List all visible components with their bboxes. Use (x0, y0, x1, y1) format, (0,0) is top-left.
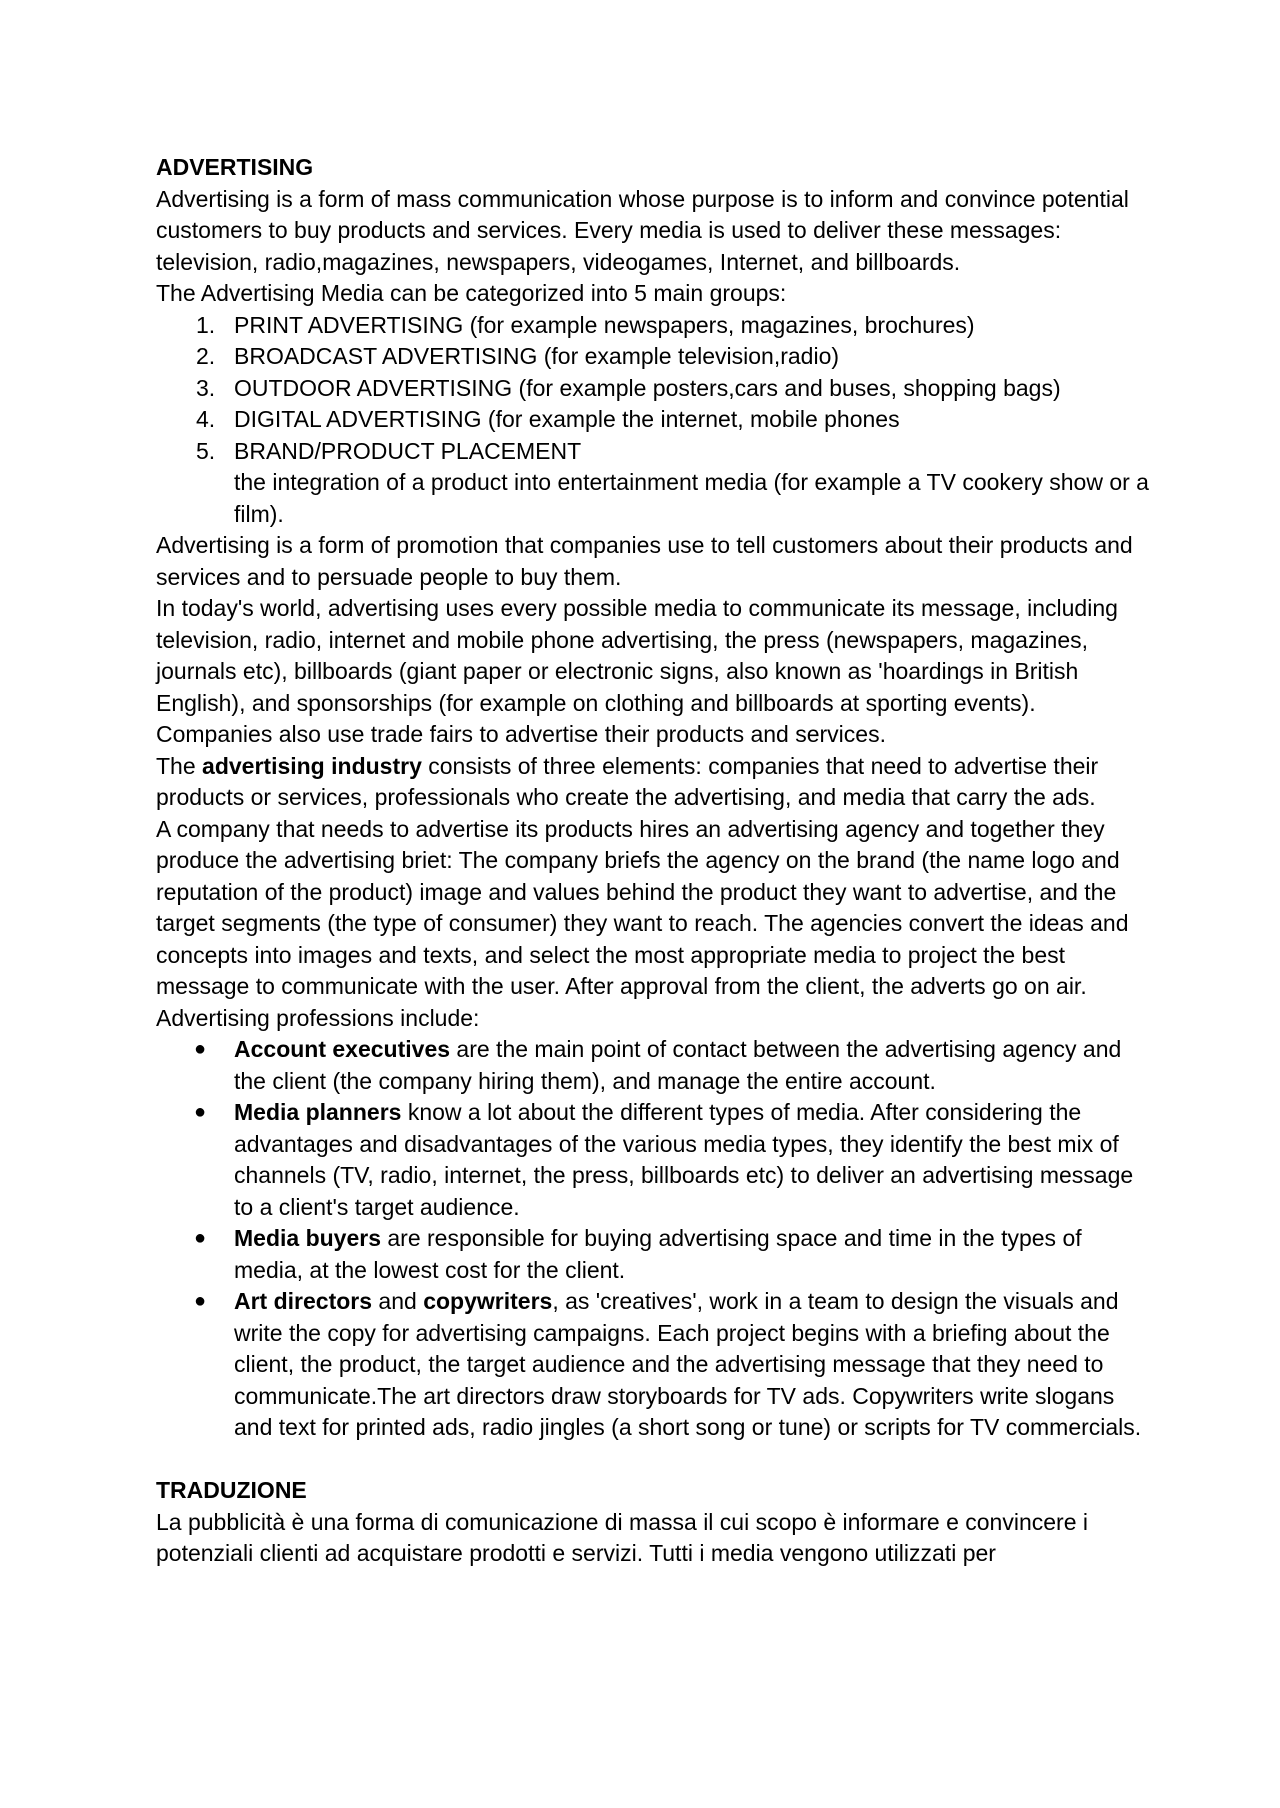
list-item (156, 373, 1156, 405)
profession-desc: know a lot about the different types of media. After considering the advantages and disadvantages of the various media types, they identify the best mix of channels (TV, radio, internet, the press, billboards etc) to deliver an advertising message to a client's target audience. (234, 1099, 1134, 1220)
list-item-subtext: the integration of a product into entertainment media (for example a TV cookery show or a film). (234, 469, 1149, 527)
translation-paragraph: La pubblicità è una forma di comunicazione di massa il cui scopo è informare e convincere i potenziali clienti ad acquistare prodotti e servizi. Tutti i media vengono utilizzati per (156, 1508, 1088, 1566)
professions-list (156, 1034, 1156, 1444)
profession-name: Media buyers (234, 1225, 381, 1251)
list-number: 5. (196, 437, 216, 464)
list-item-text: DIGITAL ADVERTISING (for example the internet, mobile phones (234, 406, 900, 432)
profession-name: Art directors (234, 1288, 373, 1314)
profession-desc: are the main point of contact between the advertising agency and the client (the company hiring them), and manage the entire account. (234, 1036, 1122, 1094)
profession-name: copywriters (423, 1288, 553, 1314)
list-item-text: PRINT ADVERTISING (for example newspapers, magazines, brochures) (234, 311, 975, 338)
industry-pre: The (156, 752, 203, 779)
profession-name: Media planners (234, 1099, 402, 1125)
list-item-text: BROADCAST ADVERTISING (for example television,radio) (234, 343, 840, 369)
bullet-icon: ● (194, 1227, 207, 1249)
profession-desc: , as 'creatives', work in a team to design the visuals and write the copy for advertising campaigns. Each project begins with a briefing about the client, the product, the target audience and the advertising message that they need to communicate.The art directors draw storyboards for TV ads. Copywriters write slogans and text for printed ads, radio jingles (a short song or tune) or scripts for TV commercials. (234, 1288, 1142, 1440)
list-item (156, 1034, 1156, 1097)
list-item (156, 1097, 1156, 1223)
bullet-icon: ● (194, 1101, 207, 1123)
media-groups-list (156, 310, 1156, 531)
document-body (156, 152, 1156, 1570)
section-title-advertising: ADVERTISING (156, 154, 314, 180)
list-item (156, 404, 1156, 436)
list-number: 4. (196, 406, 216, 432)
list-item (156, 1223, 1156, 1286)
list-number: 3. (196, 374, 216, 401)
list-number: 1. (196, 311, 216, 338)
list-item (156, 341, 1156, 373)
section-title-translation: TRADUZIONE (156, 1477, 307, 1503)
profession-conjunction: and (372, 1288, 424, 1314)
todays-world-paragraph: In today's world, advertising uses every possible media to communicate its message, including television, radio, internet and mobile phone advertising, the press (newspapers, magazines, journals etc), billboards (giant paper or electronic signs, also known as 'hoardings in British English), and sponsorships (for example on clothing and billboards at sporting events). Companies also use trade fairs to advertise their products and services. (156, 595, 1118, 747)
promotion-paragraph: Advertising is a form of promotion that companies use to tell customers about their products and services and to persuade people to buy them. (156, 532, 1133, 590)
list-item-text: OUTDOOR ADVERTISING (for example posters,cars and buses, shopping bags) (234, 374, 1061, 401)
industry-paragraph (156, 751, 1156, 814)
list-item (156, 1286, 1156, 1444)
professions-intro: Advertising professions include: (156, 1004, 480, 1031)
bullet-icon: ● (194, 1038, 207, 1060)
list-item (156, 310, 1156, 342)
profession-desc: are responsible for buying advertising space and time in the types of media, at the lowest cost for the client. (234, 1225, 1082, 1283)
industry-post: consists of three elements: companies that need to advertise their products or services, professionals who create the advertising, and media that carry the ads. (156, 752, 1099, 810)
bullet-icon: ● (194, 1290, 207, 1312)
list-item-text: BRAND/PRODUCT PLACEMENT (234, 437, 582, 464)
section-spacer (156, 1444, 1156, 1476)
industry-bold: advertising industry (202, 752, 422, 779)
media-groups-intro: The Advertising Media can be categorized into 5 main groups: (156, 280, 787, 306)
list-item (156, 436, 1156, 531)
intro-paragraph: Advertising is a form of mass communication whose purpose is to inform and convince potential customers to buy products and services. Every media is used to deliver these messages: television, radio,magazines, newspapers, videogames, Internet, and billboards. (156, 185, 1129, 275)
company-paragraph: A company that needs to advertise its products hires an advertising agency and together they produce the advertising briet: The company briefs the agency on the brand (the name logo and reputation of the product) image and values behind the product they want to advertise, and the target segments (the type of consumer) they want to reach. The agencies convert the ideas and concepts into images and texts, and select the most appropriate media to project the best message to communicate with the user. After approval from the client, the adverts go on air. (156, 815, 1129, 999)
profession-name: Account executives (234, 1036, 451, 1062)
list-number: 2. (196, 343, 216, 369)
